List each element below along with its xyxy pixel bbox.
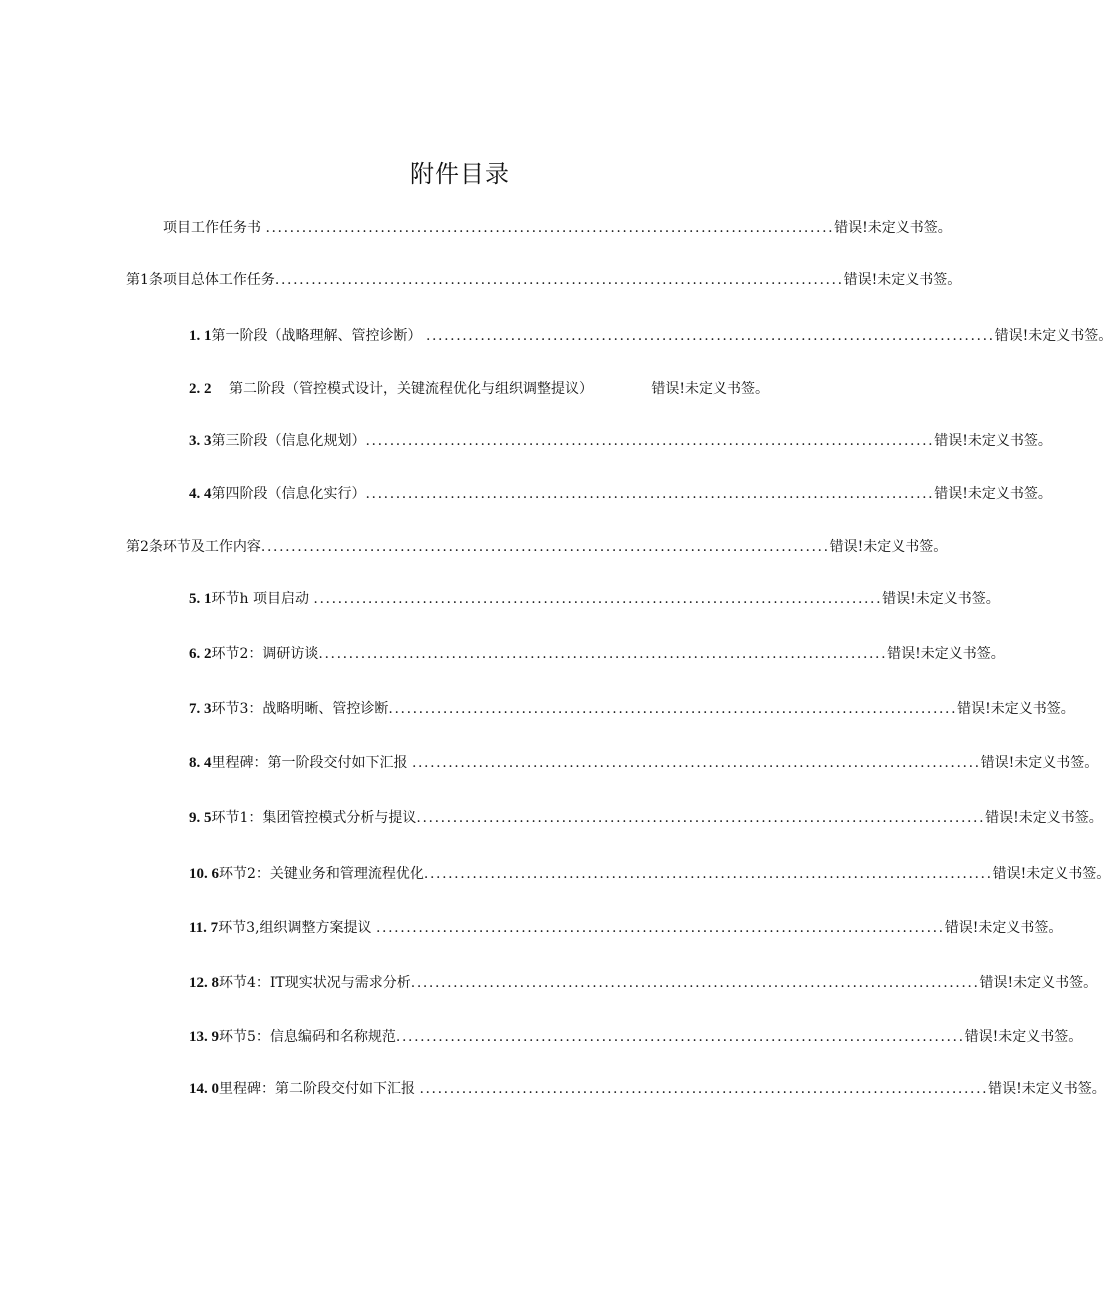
- toc-entry[interactable]: [189, 863, 1111, 885]
- toc-entry-page: 错误!未定义书签。: [944, 920, 1063, 936]
- toc-entry-number: 3. 3: [189, 433, 212, 449]
- toc-entry-text: 环节h 项目启动 ..............................................................................................: [211, 591, 883, 607]
- toc-entry-text: 环节1：集团管控模式分析与提议..............................................................................................: [211, 810, 986, 826]
- toc-entry[interactable]: [189, 698, 1075, 720]
- toc-entry-number: 11. 7: [189, 920, 219, 936]
- toc-entry-page: 错误!未定义书签。: [887, 646, 1005, 662]
- toc-entry-text: 项目工作任务书 ..............................................................................................: [163, 220, 835, 236]
- toc-entry-number: 4. 4: [189, 486, 212, 502]
- toc-entry-page: 错误!未定义书签。: [834, 220, 952, 236]
- toc-entry-text: 环节2：关键业务和管理流程优化..............................................................................................: [219, 866, 993, 882]
- toc-entry-text: 第二阶段（管控模式设计，关键流程优化与组织调整提议）: [229, 381, 593, 397]
- page-title: 附件目录: [410, 160, 510, 188]
- toc-entry-page: 错误!未定义书签。: [964, 1029, 1083, 1045]
- toc-entry[interactable]: [126, 536, 948, 558]
- toc-entry[interactable]: [126, 269, 962, 291]
- toc-entry-page: 错误!未定义书签。: [829, 539, 948, 555]
- toc-entry-number: 6. 2: [189, 646, 212, 662]
- toc-entry[interactable]: [189, 483, 1052, 505]
- toc-entry-number: 12. 8: [189, 975, 219, 991]
- toc-entry[interactable]: [189, 972, 1098, 994]
- toc-entry-number: 2. 2: [189, 381, 212, 397]
- toc-entry-text: 里程碑：第二阶段交付如下汇报 ..............................................................................................: [219, 1081, 989, 1097]
- toc-entry[interactable]: [189, 807, 1103, 829]
- toc-entry[interactable]: [189, 1078, 1106, 1100]
- toc-entry[interactable]: [189, 325, 1112, 347]
- toc-entry[interactable]: [189, 378, 769, 400]
- toc-entry-number: 5. 1: [189, 591, 212, 607]
- toc-entry-text: 第四阶段（信息化实行）..............................................................................................: [211, 486, 935, 502]
- toc-entry-page: 错误!未定义书签。: [934, 486, 1052, 502]
- toc-entry[interactable]: [189, 430, 1052, 452]
- toc-entry-page: 错误!未定义书签。: [843, 272, 962, 288]
- toc-entry[interactable]: [189, 752, 1099, 774]
- toc-entry-page: 错误!未定义书签。: [988, 1081, 1106, 1097]
- toc-entry[interactable]: [163, 217, 952, 239]
- toc-entry-text: 环节2：调研访谈..............................................................................................: [211, 646, 888, 662]
- toc-entry[interactable]: [189, 588, 1000, 610]
- toc-entry-text: 环节及工作内容..............................................................................................: [162, 539, 830, 555]
- toc-entry-number: 7. 3: [189, 701, 212, 717]
- toc-entry-article: 第1条: [126, 272, 163, 288]
- toc-entry-text: 项目总体工作任务..............................................................................................: [162, 272, 844, 288]
- toc-entry[interactable]: [189, 643, 1005, 665]
- toc-entry-page: 错误!未定义书签。: [957, 701, 1075, 717]
- toc-entry[interactable]: [189, 1026, 1083, 1048]
- toc-entry-number: 13. 9: [189, 1029, 219, 1045]
- toc-entry-text: 第一阶段（战略理解、管控诊断） ..............................................................................................: [211, 328, 995, 344]
- toc-entry-page: 错误!未定义书签。: [651, 381, 769, 397]
- toc-entry-text: 环节5：信息编码和名称规范..............................................................................................: [219, 1029, 965, 1045]
- toc-entry-text: 第三阶段（信息化规划）..............................................................................................: [211, 433, 935, 449]
- toc-entry-number: 9. 5: [189, 810, 212, 826]
- toc-entry-page: 错误!未定义书签。: [994, 328, 1112, 344]
- toc-entry-number: 14. 0: [189, 1081, 219, 1097]
- toc-entry-text: 里程碑：第一阶段交付如下汇报 ..............................................................................................: [211, 755, 981, 771]
- toc-entry-page: 错误!未定义书签。: [985, 810, 1103, 826]
- toc-entry-page: 错误!未定义书签。: [992, 866, 1111, 882]
- toc-entry-article: 第2条: [126, 539, 163, 555]
- toc-entry-text: 环节3：战略明晰、管控诊断..............................................................................................: [211, 701, 958, 717]
- toc-entry-page: 错误!未定义书签。: [979, 975, 1098, 991]
- toc-entry-number: 10. 6: [189, 866, 219, 882]
- toc-entry-number: 8. 4: [189, 755, 212, 771]
- toc-entry-text: 环节3,组织调整方案提议 ..............................................................................................: [218, 920, 945, 936]
- toc-entry-text: 环节4：IT现实状况与需求分析..............................................................................................: [219, 975, 980, 991]
- toc-entry-page: 错误!未定义书签。: [934, 433, 1052, 449]
- toc-entry-page: 错误!未定义书签。: [882, 591, 1000, 607]
- toc-entry[interactable]: [189, 917, 1063, 939]
- toc-entry-page: 错误!未定义书签。: [980, 755, 1099, 771]
- toc-entry-number: 1. 1: [189, 328, 212, 344]
